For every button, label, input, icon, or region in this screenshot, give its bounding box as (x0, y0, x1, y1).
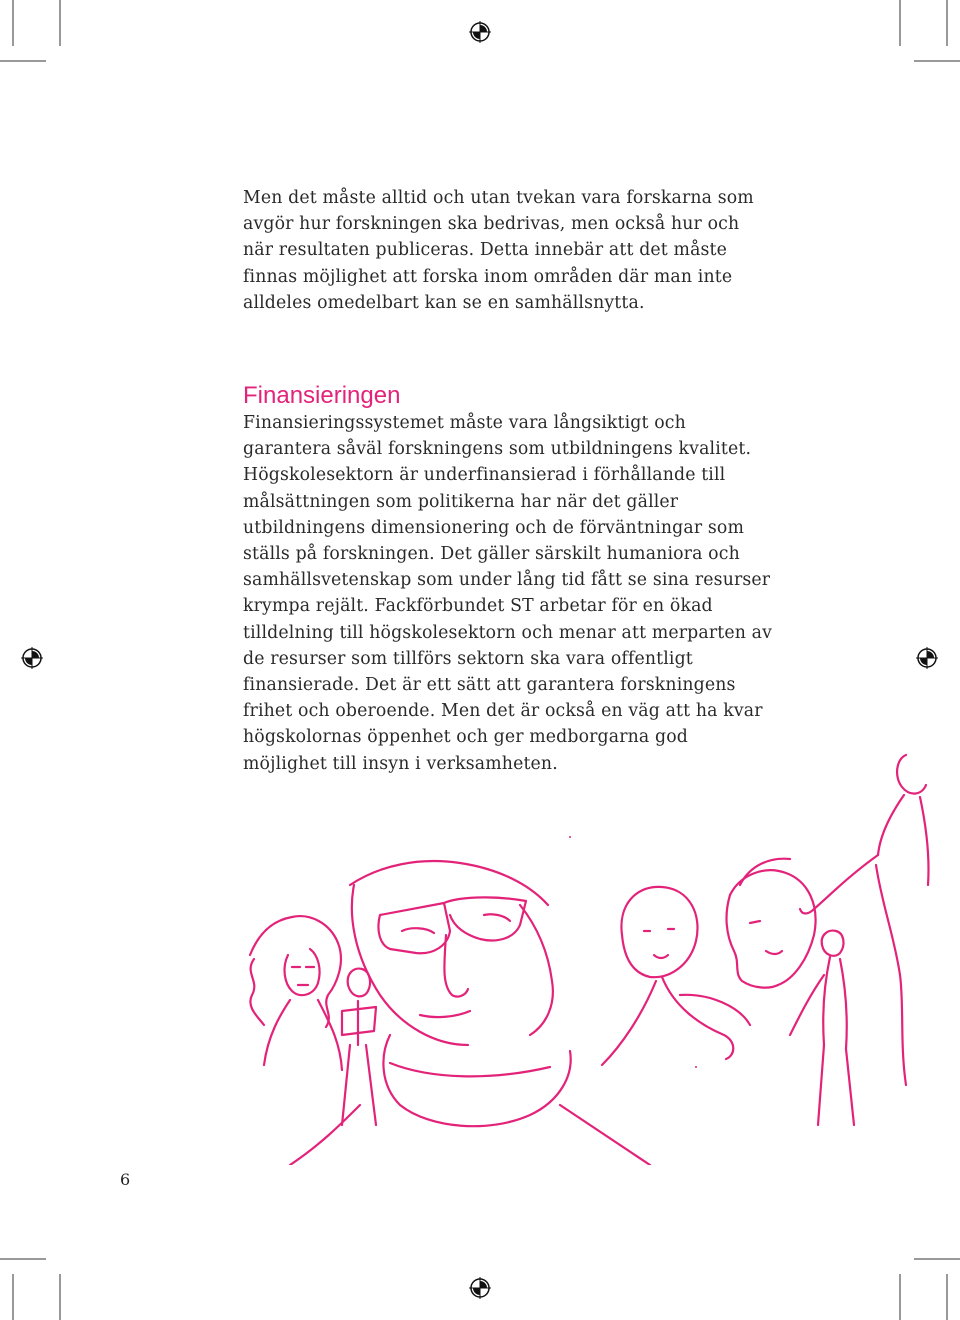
curly-hair-woman-figure (250, 916, 342, 1070)
small-man-figure (342, 969, 376, 1125)
tall-man-figure (800, 755, 929, 1085)
section-heading: Finansieringen (243, 382, 401, 409)
walking-woman-figure (790, 931, 854, 1125)
section-paragraph: Finansieringssystemet måste vara långsiktigt och garantera såväl forskningens som utbildningens kvalitet. Högskolesektorn är underfinansierad i förhållande till målsättningen som politikerna har när det gäller utbildningens dimensionering och de förväntningar som ställs på forskningen. Det gäller särskilt humaniora och samhällsvetenskap som under lång tid fått se sina resurser krympa rejält. Fackförbundet ST arbetar för en ökad tilldelning till högskolesektorn och menar att merparten av de resurser som tillförs sektorn ska vara offentligt finansierade. Det är ett sätt att garantera forskningens frihet och oberoende. Men det är också en väg att ha kvar högskolornas öppenhet och ger medborgarna god möjlighet till insyn i verksamheten. (243, 413, 773, 774)
glasses-face-figure (290, 861, 650, 1165)
people-line-drawing-icon (230, 745, 930, 1165)
baby-figure (602, 887, 750, 1065)
registration-mark-icon (21, 647, 43, 669)
registration-mark-icon (469, 1277, 491, 1299)
page-number: 6 (120, 1170, 131, 1189)
side-profile-figure (727, 859, 816, 988)
intro-paragraph: Men det måste alltid och utan tvekan vara forskarna som avgör hur forskningen ska bedrivas, men också hur och när resultaten publiceras. Detta innebär att det måste finnas möjlighet att forska inom områden där man inte alldeles omedelbart kan se en samhällsnytta. (243, 188, 754, 313)
registration-mark-icon (469, 21, 491, 43)
registration-mark-icon (916, 647, 938, 669)
